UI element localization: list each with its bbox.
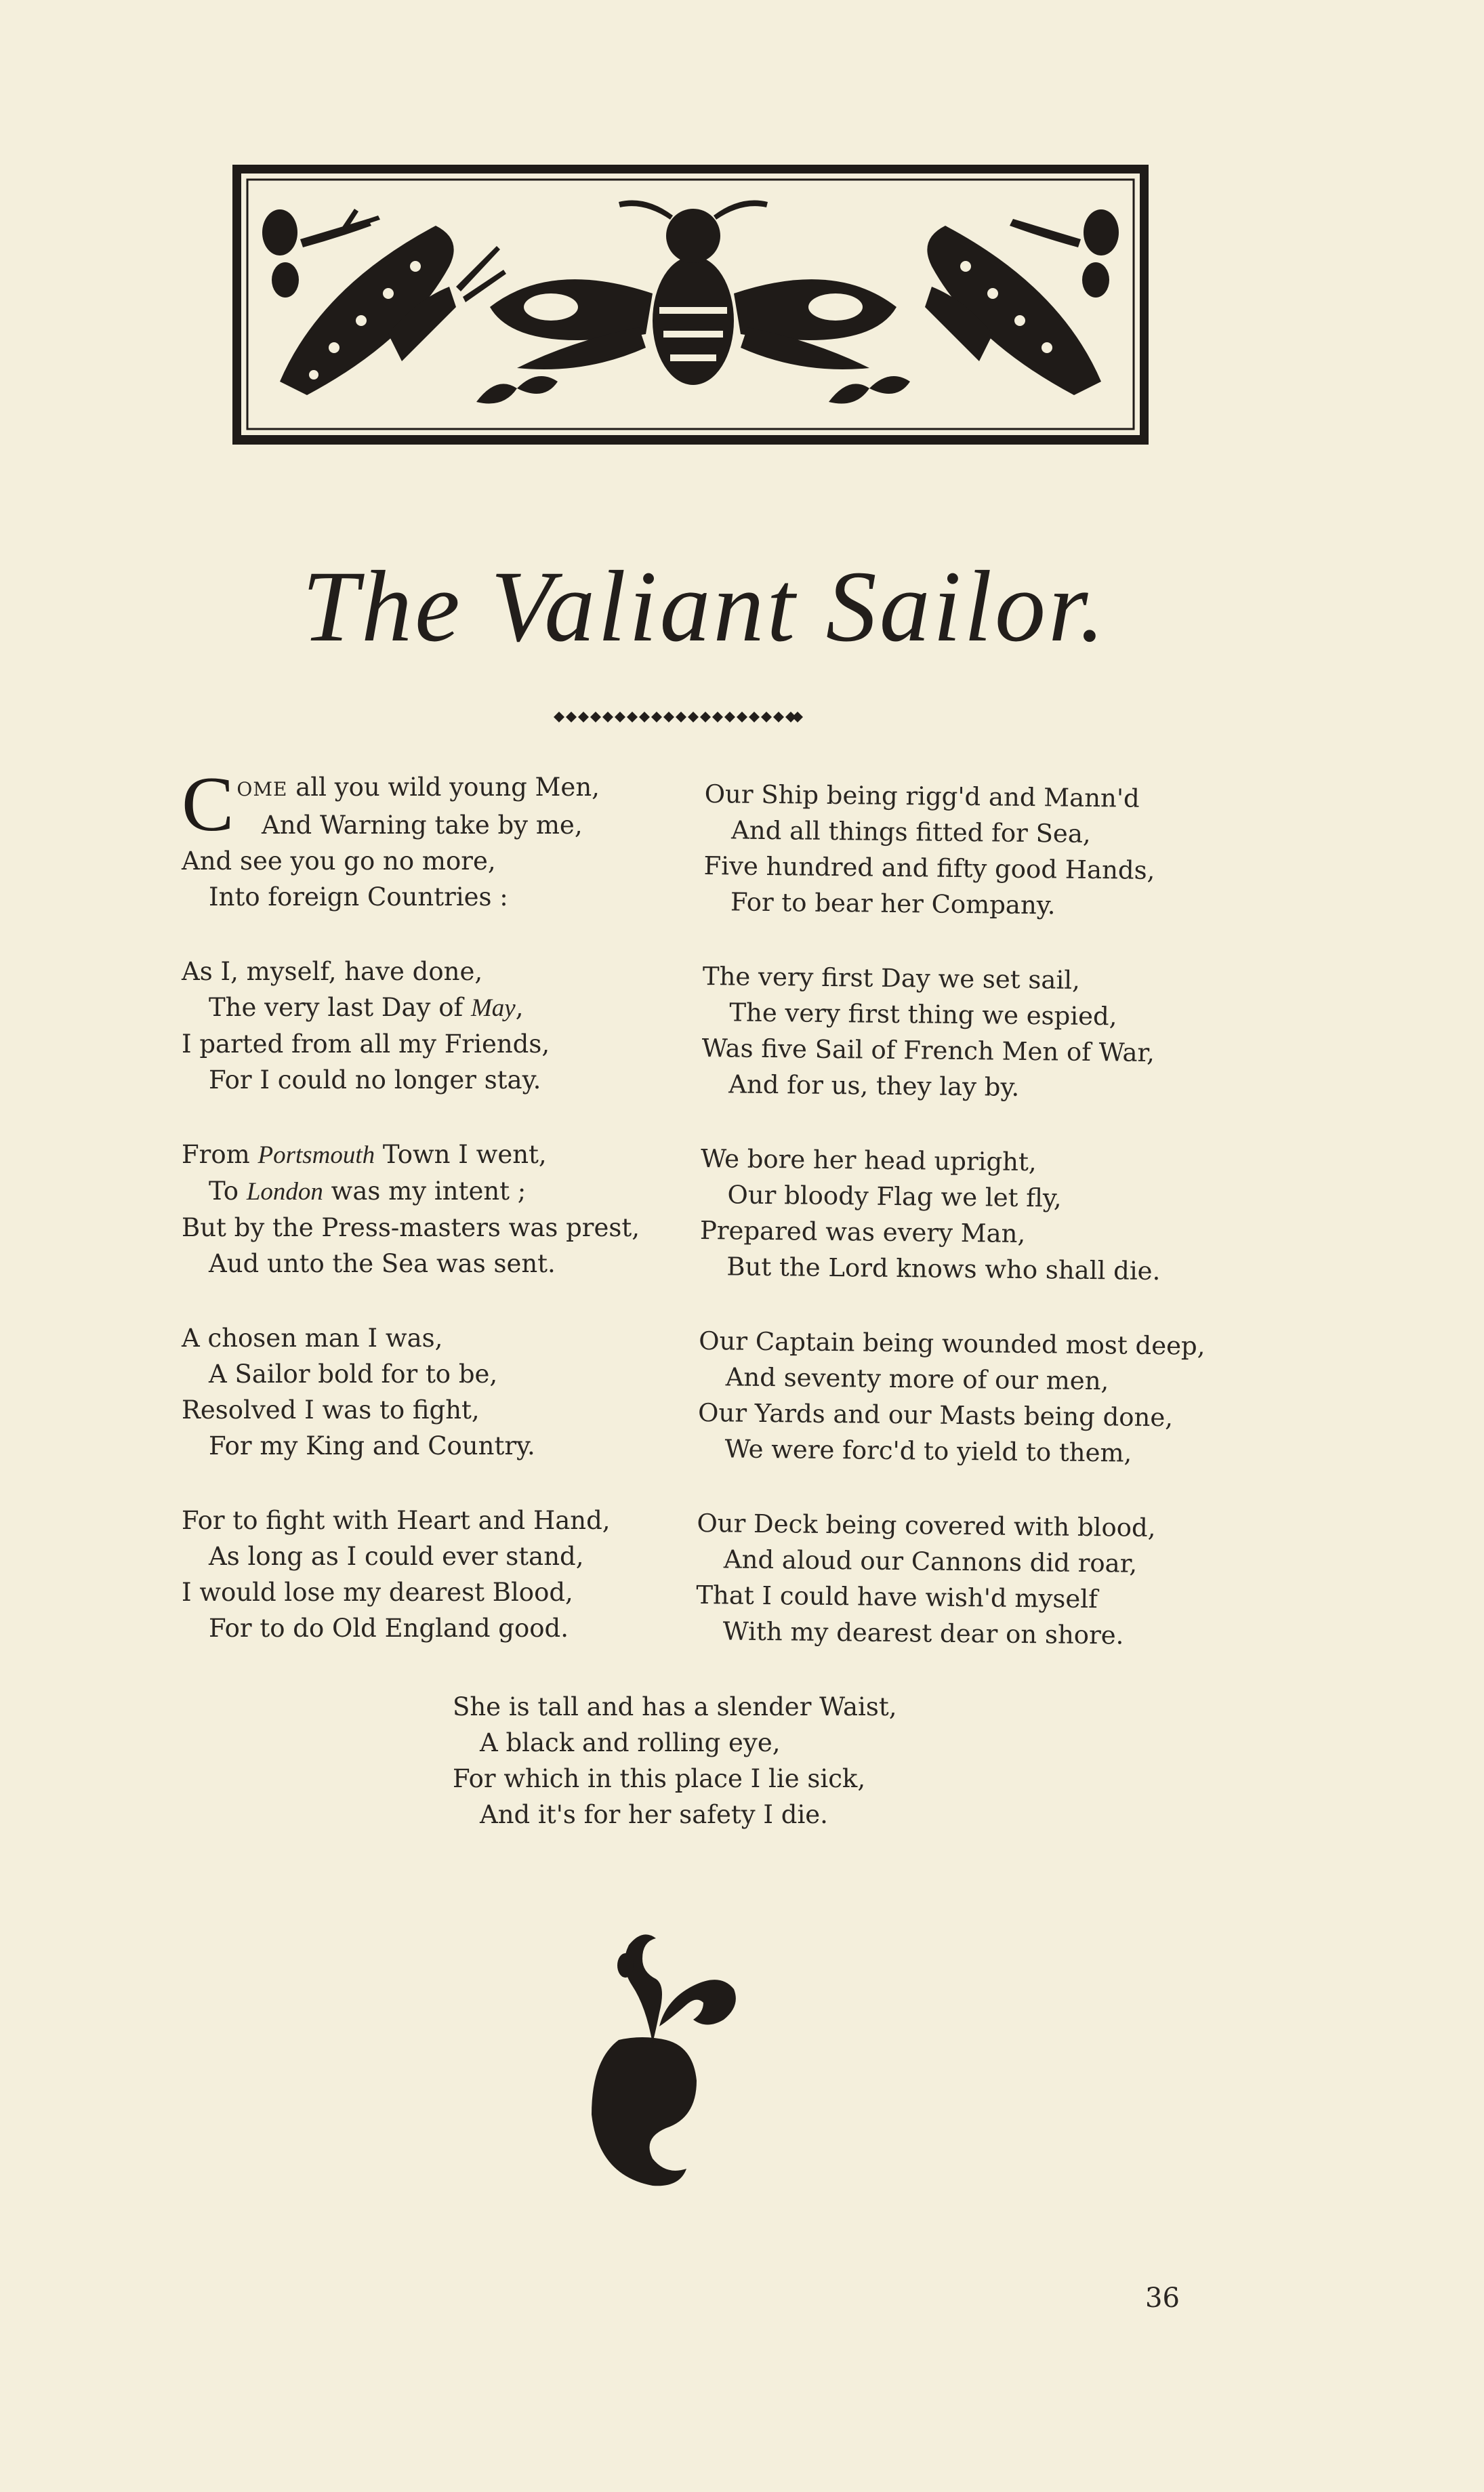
poem-line-text: all you wild young Men, — [287, 773, 600, 802]
poem-line: She is tall and has a slender Waist, — [453, 1692, 897, 1721]
poem-line: For to bear her Company. — [730, 887, 1056, 920]
poem-title: The Valiant Sailor. — [302, 550, 1108, 663]
stanza — [182, 1320, 669, 1464]
poem-right-column — [696, 776, 1220, 1654]
stanza — [182, 954, 669, 1098]
poem-line: A chosen man I was, — [182, 1324, 443, 1353]
poem-line: But by the Press-masters was prest, — [182, 1213, 640, 1242]
poem-line: For I could no longer stay. — [209, 1065, 541, 1095]
poem-left-column — [182, 761, 669, 1646]
poem-line: For to do Old England good. — [209, 1614, 569, 1643]
poem-line: That I could have wish'd myself — [696, 1580, 1098, 1614]
poem-line: Five hundred and fifty good Hands, — [703, 851, 1155, 885]
stanza — [182, 1137, 669, 1282]
stanza — [696, 1505, 1212, 1654]
poem-line: But the Lord knows who shall die. — [726, 1252, 1161, 1286]
poem-line: And aloud our Cannons did roar, — [723, 1545, 1138, 1578]
poem-line: A Sailor bold for to be, — [209, 1360, 498, 1389]
poem-line-text: was my intent ; — [323, 1177, 527, 1206]
poem-line-text: Town I went, — [375, 1140, 547, 1169]
poem-line: And see you go no more, — [182, 846, 496, 876]
poem-line — [182, 1173, 669, 1210]
poem-line: Our Deck being covered with blood, — [697, 1508, 1156, 1543]
tailpiece-ornament — [578, 1925, 741, 2189]
stanza — [182, 1503, 669, 1646]
poem-line-text: The very last Day of — [209, 993, 471, 1022]
poem-line-text: To — [209, 1177, 247, 1206]
italic-word: May — [470, 994, 516, 1022]
woodcut-header-illustration — [232, 165, 1149, 445]
poem-line: The very first Day we set sail, — [702, 961, 1081, 995]
poem-line: And it's for her safety I die. — [480, 1800, 828, 1829]
stanza — [697, 1323, 1214, 1472]
poem-line: A black and rolling eye, — [480, 1728, 781, 1757]
poem-line: And seventy more of our men, — [725, 1362, 1109, 1396]
poem-line — [182, 1137, 669, 1173]
poem-line: As I, myself, have done, — [182, 957, 483, 986]
italic-word: Portsmouth — [257, 1141, 375, 1169]
italic-word: London — [246, 1178, 323, 1206]
small-caps-text: OME — [236, 778, 288, 800]
poem-line: Resolved I was to fight, — [182, 1395, 480, 1425]
closing-stanza — [453, 1689, 927, 1833]
poem-line: As long as I could ever stand, — [209, 1542, 584, 1571]
stanza — [703, 776, 1220, 925]
poem-line-text: From — [182, 1140, 258, 1169]
poem-line: With my dearest dear on shore. — [722, 1616, 1124, 1650]
poem-line: Our bloody Flag we let fly, — [727, 1180, 1062, 1213]
ornamental-rule — [554, 709, 804, 725]
stanza — [701, 958, 1218, 1107]
poem-line: For which in this place I lie sick, — [453, 1764, 866, 1793]
poem-line: For my King and Country. — [209, 1431, 535, 1461]
poem-line: Aud unto the Sea was sent. — [209, 1249, 556, 1278]
drop-cap: C — [182, 761, 234, 848]
poem-line: Our Captain being wounded most deep, — [699, 1326, 1205, 1361]
poem-line: Our Ship being rigg'd and Mann'd — [704, 779, 1140, 813]
poem-line: For to fight with Heart and Hand, — [182, 1506, 611, 1535]
poem-line: And all things fitted for Sea, — [730, 815, 1091, 849]
poem-line — [182, 989, 669, 1026]
stanza — [699, 1141, 1216, 1290]
stanza — [182, 761, 669, 915]
poem-line: Prepared was every Man, — [699, 1215, 1026, 1248]
poem-line: The very first thing we espied, — [729, 998, 1117, 1031]
poem-line: We bore her head upright, — [700, 1143, 1037, 1177]
poem-line-text: , — [515, 993, 524, 1022]
page-number: 36 — [1145, 2283, 1180, 2314]
poem-line: Was five Sail of French Men of War, — [701, 1033, 1155, 1067]
poem-line: And for us, they lay by. — [728, 1069, 1020, 1102]
poem-line: And Warning take by me, — [262, 811, 583, 840]
poem-line: Our Yards and our Masts being done, — [697, 1397, 1174, 1433]
poem-line: I would lose my dearest Blood, — [182, 1578, 573, 1607]
poem-line: I parted from all my Friends, — [182, 1029, 550, 1059]
poem-line: We were forc'd to yield to them, — [724, 1434, 1132, 1468]
poem-line — [182, 769, 669, 807]
poem-line: Into foreign Countries : — [209, 882, 508, 912]
